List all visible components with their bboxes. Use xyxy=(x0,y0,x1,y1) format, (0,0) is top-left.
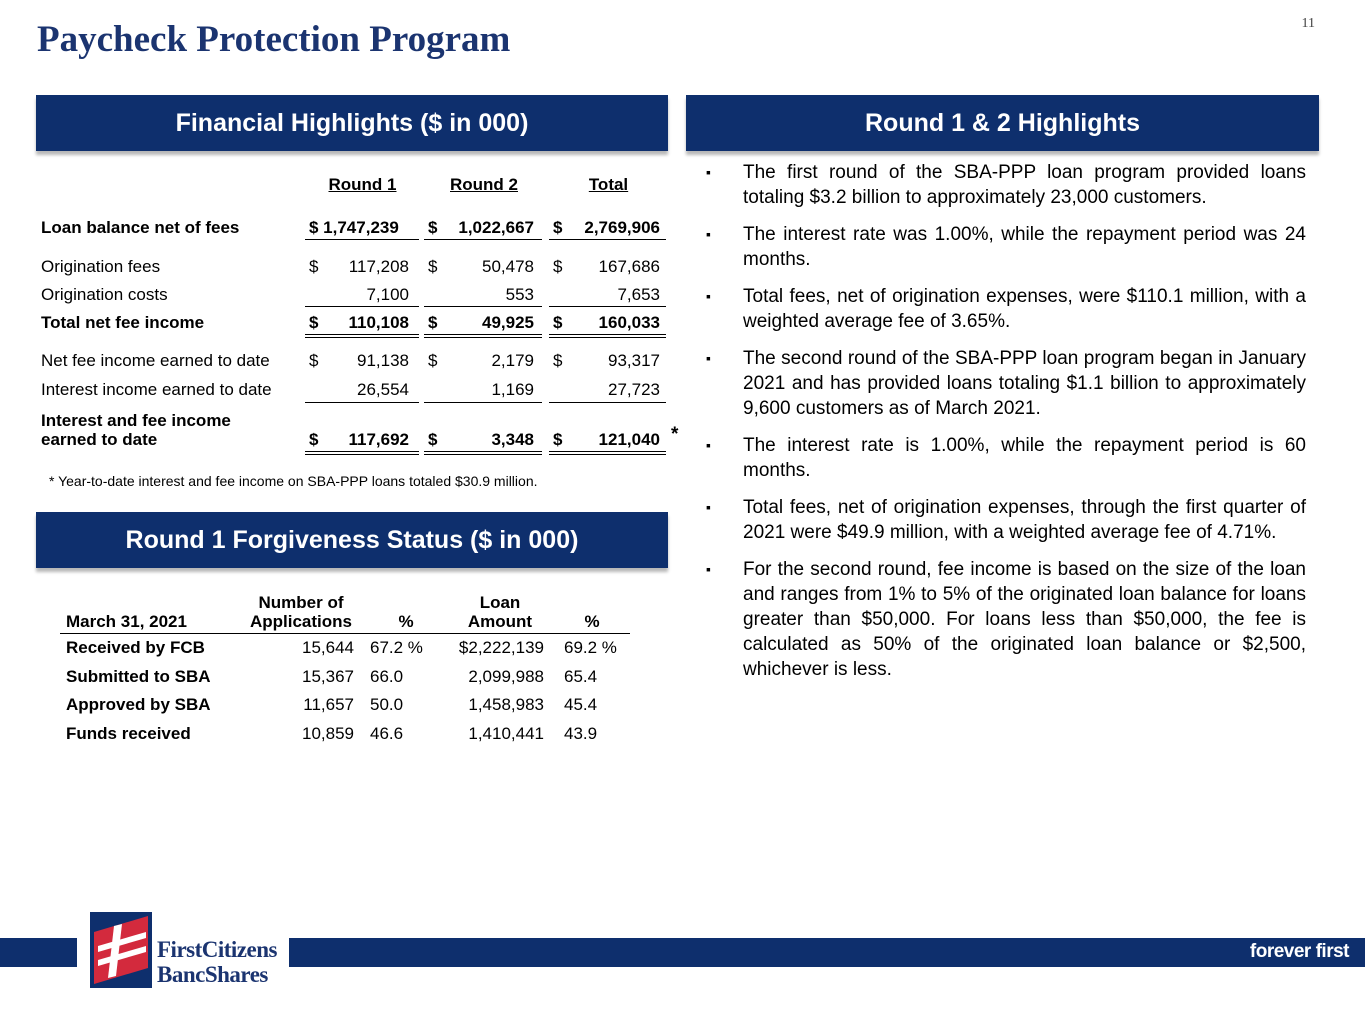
divider xyxy=(424,239,542,240)
dollar-sign: $ xyxy=(428,257,438,276)
divider xyxy=(305,402,419,403)
dollar-sign: $ xyxy=(553,430,563,449)
row-label: Submitted to SBA xyxy=(66,666,211,686)
list-item: ▪ The second round of the SBA-PPP loan program began in January 2021 and has provided loans totaling $1.1 billion to approximately 9,600 customers as of March 2021. xyxy=(706,348,1306,419)
col-loan-percent: % xyxy=(550,593,630,634)
applications-percent: 50.0 xyxy=(370,695,404,715)
cell-value: 553 xyxy=(505,285,534,304)
round-highlights-header xyxy=(686,95,1319,151)
double-divider xyxy=(424,451,542,455)
dollar-sign: $ xyxy=(553,257,563,276)
row-label: earned to date xyxy=(41,430,158,449)
divider xyxy=(305,239,419,240)
cell-value: 7,653 xyxy=(617,285,660,304)
bullet-icon: ▪ xyxy=(706,350,711,366)
row-label: Origination costs xyxy=(41,285,168,304)
applications-count: 15,644 xyxy=(302,638,354,658)
col-round-1: Round 1 xyxy=(328,175,397,194)
loan-percent: 65.4 xyxy=(564,666,598,686)
bullet-icon: ▪ xyxy=(706,437,711,453)
financial-highlights-header xyxy=(36,95,668,151)
footnote: * Year-to-date interest and fee income on SBA-PPP loans totaled $30.9 million. xyxy=(49,473,538,489)
list-item: ▪ Total fees, net of origination expenses, through the first quarter of 2021 were $49.9 million, with a weighted average fee of 4.71%. xyxy=(706,497,1306,543)
applications-percent: 66.0 xyxy=(370,666,404,686)
divider xyxy=(424,402,542,403)
list-item: ▪ Total fees, net of origination expenses, were $110.1 million, with a weighted average fee of 3.65%. xyxy=(706,286,1306,332)
forgiveness-table xyxy=(60,593,630,748)
divider xyxy=(549,239,666,240)
cell-value: 91,138 xyxy=(357,351,409,370)
col-applications: Number of Applications xyxy=(242,593,360,634)
applications-count: 10,859 xyxy=(302,723,354,743)
list-item: ▪ For the second round, fee income is based on the size of the loan and ranges from 1% to 5% of the originated loan balance for loans greater than $50,000. For loans less than $50,000, the fee is calculated as 50% of the originated loan balance or $2,500, whichever is less. xyxy=(706,559,1306,680)
dollar-sign: $ xyxy=(428,430,438,449)
cell-value: 1,022,667 xyxy=(458,218,534,237)
forgiveness-status-header xyxy=(36,512,668,568)
dollar-sign: $ xyxy=(309,257,319,276)
highlights-list xyxy=(706,160,1306,694)
row-label: Origination fees xyxy=(41,257,161,276)
col-total: Total xyxy=(588,175,629,194)
double-divider xyxy=(549,451,666,455)
dollar-sign: $ xyxy=(553,313,563,332)
double-divider xyxy=(549,334,666,338)
footnote-marker: * xyxy=(671,424,679,445)
logo-line-1: FirstCitizens xyxy=(157,937,277,962)
double-divider xyxy=(305,334,419,338)
divider xyxy=(549,402,666,403)
loan-amount: 1,410,441 xyxy=(468,723,544,743)
loan-amount: $2,222,139 xyxy=(458,638,544,658)
row-label: Interest income earned to date xyxy=(41,380,272,399)
cell-value: $ 1,747,239 xyxy=(309,218,399,237)
table-header-row xyxy=(60,593,630,634)
dollar-sign: $ xyxy=(553,351,563,370)
row-label: Approved by SBA xyxy=(66,695,211,715)
loan-percent: 43.9 xyxy=(564,723,598,743)
table-row xyxy=(60,663,630,692)
cell-value: 2,769,906 xyxy=(584,218,660,237)
row-label: Funds received xyxy=(66,723,191,743)
dollar-sign: $ xyxy=(553,218,563,237)
col-loan-amount: Loan Amount xyxy=(442,593,550,634)
dollar-sign: $ xyxy=(428,313,438,332)
cell-value: 2,179 xyxy=(491,351,534,370)
dollar-sign: $ xyxy=(309,313,319,332)
divider xyxy=(424,306,542,307)
cell-value: 160,033 xyxy=(598,313,660,332)
double-divider xyxy=(424,334,542,338)
applications-percent: 46.6 xyxy=(370,723,404,743)
bullet-icon: ▪ xyxy=(706,561,711,577)
loan-amount: 1,458,983 xyxy=(468,695,544,715)
applications-count: 11,657 xyxy=(303,695,354,715)
row-label: Loan balance net of fees xyxy=(41,218,240,237)
cell-value: 26,554 xyxy=(357,380,409,399)
page-title: Paycheck Protection Program xyxy=(37,19,511,60)
bullet-icon: ▪ xyxy=(706,288,711,304)
forgiveness-status-title: Round 1 Forgiveness Status ($ in 000) xyxy=(125,525,579,554)
round-highlights-title: Round 1 & 2 Highlights xyxy=(865,108,1140,137)
cell-value: 117,208 xyxy=(348,257,409,276)
cell-value: 7,100 xyxy=(366,285,409,304)
divider xyxy=(549,306,666,307)
table-row xyxy=(60,634,630,663)
table-row xyxy=(60,720,630,749)
loan-percent: 69.2 % xyxy=(564,638,617,658)
dollar-sign: $ xyxy=(309,430,319,449)
dollar-sign: $ xyxy=(428,351,438,370)
cell-value: 117,692 xyxy=(348,430,409,449)
cell-value: 1,169 xyxy=(491,380,534,399)
cell-value: 27,723 xyxy=(608,380,660,399)
col-app-percent: % xyxy=(360,593,442,634)
double-divider xyxy=(305,451,419,455)
row-label: Received by FCB xyxy=(66,638,205,658)
loan-percent: 45.4 xyxy=(564,695,598,715)
col-date: March 31, 2021 xyxy=(60,593,242,634)
financial-highlights-title: Financial Highlights ($ in 000) xyxy=(175,108,529,137)
list-item: ▪ The interest rate is 1.00%, while the repayment period is 60 months. xyxy=(706,435,1306,481)
page-number: 11 xyxy=(1301,16,1315,31)
cell-value: 49,925 xyxy=(482,313,534,332)
dollar-sign: $ xyxy=(428,218,438,237)
list-item: ▪ The first round of the SBA-PPP loan program provided loans totaling $3.2 billion to approximately 23,000 customers. xyxy=(706,162,1306,208)
dollar-sign: $ xyxy=(309,351,319,370)
bullet-icon: ▪ xyxy=(706,164,711,180)
bullet-icon: ▪ xyxy=(706,226,711,242)
divider xyxy=(305,306,419,307)
cell-value: 50,478 xyxy=(482,257,534,276)
applications-count: 15,367 xyxy=(302,666,354,686)
col-round-2: Round 2 xyxy=(450,175,518,194)
cell-value: 110,108 xyxy=(348,313,409,332)
first-citizens-logo-icon xyxy=(90,912,152,988)
list-item: ▪ The interest rate was 1.00%, while the repayment period was 24 months. xyxy=(706,224,1306,270)
loan-amount: 2,099,988 xyxy=(468,666,544,686)
cell-value: 93,317 xyxy=(608,351,660,370)
cell-value: 3,348 xyxy=(491,430,534,449)
logo-line-2: BancShares xyxy=(157,962,268,987)
row-label: Interest and fee income xyxy=(41,411,231,430)
tagline: forever first xyxy=(1249,941,1349,962)
logo-wordmark xyxy=(157,937,277,987)
table-row xyxy=(60,691,630,720)
cell-value: 167,686 xyxy=(598,257,660,276)
row-label: Total net fee income xyxy=(41,313,205,332)
cell-value: 121,040 xyxy=(598,430,660,449)
applications-percent: 67.2 % xyxy=(370,638,423,658)
bullet-icon: ▪ xyxy=(706,499,711,515)
row-label: Net fee income earned to date xyxy=(41,351,270,370)
